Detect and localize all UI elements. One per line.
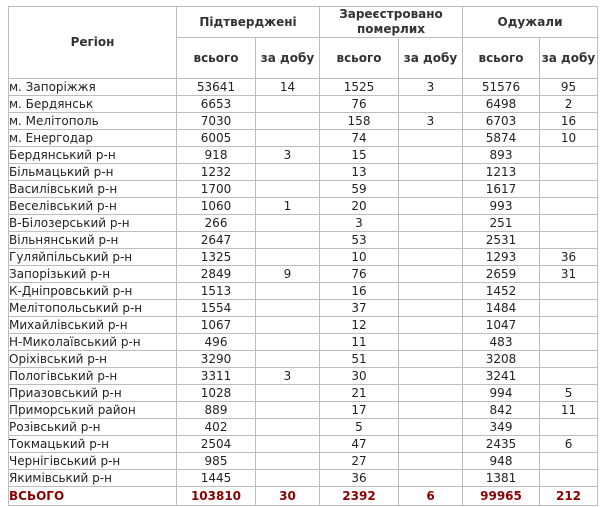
region-cell: Михайлівський р-н <box>9 317 177 334</box>
confirmed-total-cell: 3311 <box>177 368 256 385</box>
region-cell: Приморський район <box>9 402 177 419</box>
deaths-day-cell <box>399 181 463 198</box>
table-row <box>9 334 598 351</box>
confirmed-day-cell <box>256 300 320 317</box>
confirmed-total-cell: 1232 <box>177 164 256 181</box>
table-body <box>9 79 598 487</box>
table-row <box>9 402 598 419</box>
region-cell: м. Бердянськ <box>9 96 177 113</box>
recovered-day-cell <box>540 470 598 487</box>
confirmed-day-cell <box>256 215 320 232</box>
recovered-total-cell: 1381 <box>463 470 540 487</box>
confirmed-total-cell: 496 <box>177 334 256 351</box>
recovered-total-cell: 1452 <box>463 283 540 300</box>
confirmed-total-cell: 1700 <box>177 181 256 198</box>
recovered-total-cell: 948 <box>463 453 540 470</box>
deaths-total-cell: 5 <box>320 419 399 436</box>
table-row <box>9 198 598 215</box>
table-row <box>9 164 598 181</box>
total-confirmed: 103810 <box>177 487 256 506</box>
deaths-total-cell: 76 <box>320 266 399 283</box>
recovered-total-cell: 6703 <box>463 113 540 130</box>
confirmed-total-cell: 985 <box>177 453 256 470</box>
deaths-day-cell <box>399 436 463 453</box>
recovered-total-cell: 2659 <box>463 266 540 283</box>
region-cell: Василівський р-н <box>9 181 177 198</box>
recovered-total-cell: 349 <box>463 419 540 436</box>
deaths-total-cell: 16 <box>320 283 399 300</box>
region-cell: Гуляйпільський р-н <box>9 249 177 266</box>
table-row <box>9 470 598 487</box>
region-cell: К-Дніпровський р-н <box>9 283 177 300</box>
recovered-day-cell: 31 <box>540 266 598 283</box>
recovered-day-cell <box>540 419 598 436</box>
confirmed-total-cell: 2504 <box>177 436 256 453</box>
table-row <box>9 453 598 470</box>
recovered-total-cell: 994 <box>463 385 540 402</box>
confirmed-header: Підтверджені <box>177 7 320 38</box>
region-cell: Вільнянський р-н <box>9 232 177 249</box>
deaths-total-cell: 27 <box>320 453 399 470</box>
recovered-total-cell: 1617 <box>463 181 540 198</box>
confirmed-total-cell: 53641 <box>177 79 256 96</box>
deaths-day-cell <box>399 419 463 436</box>
recovered-day-cell <box>540 351 598 368</box>
recovered-total-cell: 2531 <box>463 232 540 249</box>
confirmed-day-cell: 9 <box>256 266 320 283</box>
recovered-day-cell: 5 <box>540 385 598 402</box>
table-row <box>9 300 598 317</box>
confirmed-total-cell: 2647 <box>177 232 256 249</box>
recovered-day-cell <box>540 181 598 198</box>
deaths-total-cell: 30 <box>320 368 399 385</box>
deaths-day-cell: 3 <box>399 113 463 130</box>
total-recovered: 99965 <box>463 487 540 506</box>
recovered-total-header: всього <box>463 38 540 79</box>
recovered-day-cell: 36 <box>540 249 598 266</box>
confirmed-total-cell: 266 <box>177 215 256 232</box>
total-label: ВСЬОГО <box>9 487 177 506</box>
recovered-day-cell <box>540 334 598 351</box>
deaths-total-cell: 12 <box>320 317 399 334</box>
deaths-day-cell <box>399 130 463 147</box>
region-header: Регіон <box>9 7 177 79</box>
region-cell: Н-Миколаївський р-н <box>9 334 177 351</box>
table-row <box>9 351 598 368</box>
deaths-total-cell: 3 <box>320 215 399 232</box>
table-row <box>9 79 598 96</box>
recovered-day-cell: 11 <box>540 402 598 419</box>
confirmed-day-cell <box>256 113 320 130</box>
confirmed-total-cell: 1513 <box>177 283 256 300</box>
deaths-day-cell: 3 <box>399 79 463 96</box>
deaths-total-cell: 53 <box>320 232 399 249</box>
recovered-day-cell: 6 <box>540 436 598 453</box>
table-row <box>9 130 598 147</box>
confirmed-day-cell <box>256 334 320 351</box>
table-row <box>9 385 598 402</box>
confirmed-total-cell: 7030 <box>177 113 256 130</box>
deaths-day-cell <box>399 232 463 249</box>
confirmed-total-cell: 889 <box>177 402 256 419</box>
region-cell: Пологівський р-н <box>9 368 177 385</box>
deaths-total-cell: 59 <box>320 181 399 198</box>
confirmed-day-cell <box>256 351 320 368</box>
table-row <box>9 368 598 385</box>
recovered-day-cell: 16 <box>540 113 598 130</box>
deaths-day-cell <box>399 147 463 164</box>
deaths-total-cell: 17 <box>320 402 399 419</box>
confirmed-total-cell: 1028 <box>177 385 256 402</box>
header-row-top <box>9 7 598 38</box>
recovered-day-cell <box>540 232 598 249</box>
confirmed-day-cell: 3 <box>256 147 320 164</box>
table-row <box>9 419 598 436</box>
table-row <box>9 147 598 164</box>
deaths-total-cell: 21 <box>320 385 399 402</box>
recovered-total-cell: 251 <box>463 215 540 232</box>
deaths-total-cell: 1525 <box>320 79 399 96</box>
deaths-day-cell <box>399 300 463 317</box>
table-row <box>9 181 598 198</box>
region-cell: Чернігівський р-н <box>9 453 177 470</box>
confirmed-day-cell <box>256 402 320 419</box>
deaths-day-cell <box>399 266 463 283</box>
deaths-total-cell: 20 <box>320 198 399 215</box>
region-cell: Приазовський р-н <box>9 385 177 402</box>
recovered-total-cell: 842 <box>463 402 540 419</box>
recovered-total-cell: 5874 <box>463 130 540 147</box>
deaths-day-cell <box>399 385 463 402</box>
deaths-total-cell: 76 <box>320 96 399 113</box>
deaths-total-cell: 74 <box>320 130 399 147</box>
region-cell: Веселівський р-н <box>9 198 177 215</box>
confirmed-total-cell: 3290 <box>177 351 256 368</box>
recovered-day-cell <box>540 453 598 470</box>
recovered-day-cell <box>540 317 598 334</box>
region-cell: Токмацький р-н <box>9 436 177 453</box>
table-row <box>9 436 598 453</box>
deaths-header: Зареєстровано померлих <box>320 7 463 38</box>
recovered-day-cell <box>540 300 598 317</box>
recovered-total-cell: 1293 <box>463 249 540 266</box>
confirmed-day-cell <box>256 96 320 113</box>
region-cell: м. Мелітополь <box>9 113 177 130</box>
confirmed-total-cell: 1067 <box>177 317 256 334</box>
confirmed-total-cell: 402 <box>177 419 256 436</box>
region-cell: В-Білозерський р-н <box>9 215 177 232</box>
deaths-day-cell <box>399 368 463 385</box>
recovered-day-cell: 10 <box>540 130 598 147</box>
deaths-day-cell <box>399 283 463 300</box>
total-confirmed-day: 30 <box>256 487 320 506</box>
region-cell: Мелітопольський р-н <box>9 300 177 317</box>
region-cell: Бердянський р-н <box>9 147 177 164</box>
deaths-day-cell <box>399 164 463 181</box>
deaths-day-header: за добу <box>399 38 463 79</box>
deaths-total-cell: 158 <box>320 113 399 130</box>
deaths-day-cell <box>399 96 463 113</box>
confirmed-total-cell: 1554 <box>177 300 256 317</box>
table-row <box>9 215 598 232</box>
confirmed-day-cell: 3 <box>256 368 320 385</box>
recovered-total-cell: 6498 <box>463 96 540 113</box>
confirmed-total-cell: 6653 <box>177 96 256 113</box>
confirmed-total-cell: 1445 <box>177 470 256 487</box>
confirmed-day-cell <box>256 453 320 470</box>
deaths-day-cell <box>399 198 463 215</box>
confirmed-total-cell: 1060 <box>177 198 256 215</box>
total-deaths-day: 6 <box>399 487 463 506</box>
deaths-day-cell <box>399 453 463 470</box>
recovered-day-cell: 2 <box>540 96 598 113</box>
deaths-total-cell: 36 <box>320 470 399 487</box>
confirmed-day-cell <box>256 232 320 249</box>
recovered-total-cell: 1484 <box>463 300 540 317</box>
region-cell: Запорізький р-н <box>9 266 177 283</box>
recovered-total-cell: 2435 <box>463 436 540 453</box>
table-row <box>9 96 598 113</box>
deaths-total-cell: 13 <box>320 164 399 181</box>
recovered-total-cell: 51576 <box>463 79 540 96</box>
confirmed-day-cell <box>256 249 320 266</box>
deaths-day-cell <box>399 470 463 487</box>
confirmed-day-cell <box>256 436 320 453</box>
confirmed-total-cell: 2849 <box>177 266 256 283</box>
confirmed-day-cell <box>256 164 320 181</box>
confirmed-day-cell <box>256 470 320 487</box>
recovered-day-cell <box>540 198 598 215</box>
deaths-total-cell: 37 <box>320 300 399 317</box>
recovered-day-cell <box>540 147 598 164</box>
table-row <box>9 113 598 130</box>
recovered-total-cell: 893 <box>463 147 540 164</box>
deaths-day-cell <box>399 317 463 334</box>
deaths-total-cell: 15 <box>320 147 399 164</box>
confirmed-day-cell <box>256 181 320 198</box>
table-row <box>9 232 598 249</box>
confirmed-day-header: за добу <box>256 38 320 79</box>
confirmed-day-cell <box>256 317 320 334</box>
deaths-total-cell: 10 <box>320 249 399 266</box>
confirmed-day-cell: 1 <box>256 198 320 215</box>
total-deaths: 2392 <box>320 487 399 506</box>
region-cell: Оріхівський р-н <box>9 351 177 368</box>
confirmed-total-cell: 1325 <box>177 249 256 266</box>
recovered-total-cell: 1213 <box>463 164 540 181</box>
table-row <box>9 283 598 300</box>
confirmed-day-cell <box>256 130 320 147</box>
deaths-day-cell <box>399 215 463 232</box>
recovered-day-cell <box>540 283 598 300</box>
deaths-day-cell <box>399 402 463 419</box>
deaths-total-cell: 47 <box>320 436 399 453</box>
recovered-total-cell: 3208 <box>463 351 540 368</box>
recovered-total-cell: 1047 <box>463 317 540 334</box>
confirmed-total-cell: 6005 <box>177 130 256 147</box>
recovered-day-header: за добу <box>540 38 598 79</box>
region-cell: м. Енергодар <box>9 130 177 147</box>
recovered-day-cell <box>540 164 598 181</box>
recovered-day-cell <box>540 368 598 385</box>
region-cell: м. Запоріжжя <box>9 79 177 96</box>
recovered-total-cell: 3241 <box>463 368 540 385</box>
total-row <box>9 487 598 506</box>
table-row <box>9 317 598 334</box>
region-cell: Якимівський р-н <box>9 470 177 487</box>
deaths-day-cell <box>399 334 463 351</box>
region-cell: Розівський р-н <box>9 419 177 436</box>
table-row <box>9 266 598 283</box>
recovered-header: Одужали <box>463 7 598 38</box>
confirmed-day-cell: 14 <box>256 79 320 96</box>
confirmed-day-cell <box>256 385 320 402</box>
recovered-total-cell: 483 <box>463 334 540 351</box>
covid-region-table <box>8 6 598 506</box>
confirmed-day-cell <box>256 283 320 300</box>
recovered-day-cell <box>540 215 598 232</box>
confirmed-total-cell: 918 <box>177 147 256 164</box>
confirmed-total-header: всього <box>177 38 256 79</box>
deaths-day-cell <box>399 249 463 266</box>
recovered-total-cell: 993 <box>463 198 540 215</box>
deaths-total-cell: 11 <box>320 334 399 351</box>
total-recovered-day: 212 <box>540 487 598 506</box>
confirmed-day-cell <box>256 419 320 436</box>
deaths-total-header: всього <box>320 38 399 79</box>
deaths-day-cell <box>399 351 463 368</box>
recovered-day-cell: 95 <box>540 79 598 96</box>
table-row <box>9 249 598 266</box>
region-cell: Більмацький р-н <box>9 164 177 181</box>
deaths-total-cell: 51 <box>320 351 399 368</box>
